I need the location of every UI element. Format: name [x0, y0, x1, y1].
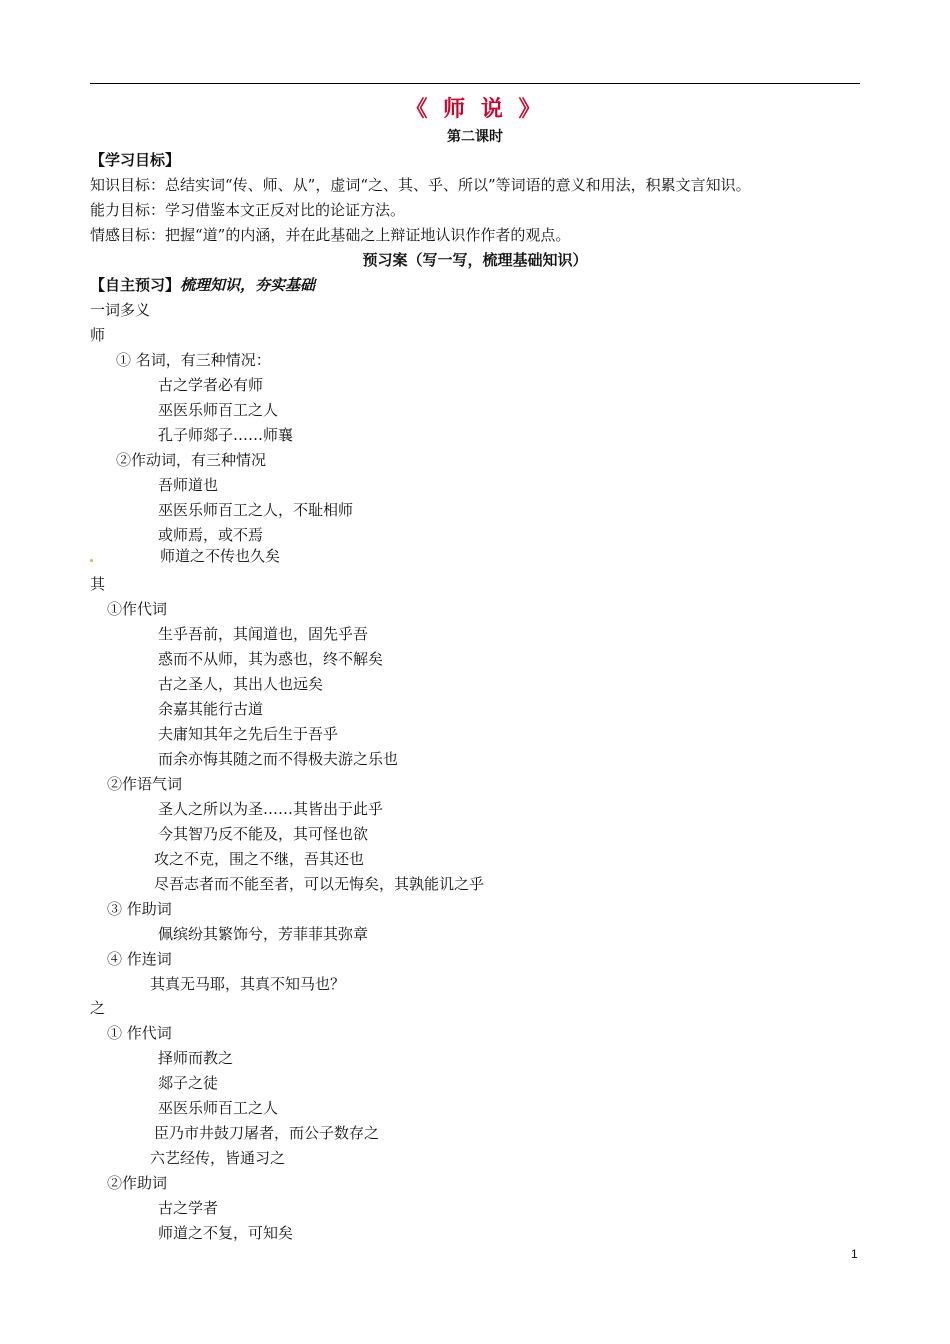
- shi-sense-1: ① 名词，有三种情况：: [116, 351, 271, 369]
- example-line: 或师焉，或不焉: [158, 526, 264, 544]
- example-line: 圣人之所以为圣……其皆出于此乎: [158, 800, 384, 818]
- qi-sense-1: ①作代词: [107, 600, 168, 618]
- example-line: 师道之不传也久矣: [160, 547, 281, 565]
- zhi-sense-2: ②作助词: [107, 1174, 168, 1192]
- example-line: 吾师道也: [158, 476, 219, 494]
- page-title: 《 师 说 》: [405, 97, 545, 122]
- preview-title: 预习案（写一写，梳理基础知识）: [362, 251, 588, 269]
- example-line: 巫医乐师百工之人，不耻相师: [158, 501, 354, 519]
- example-line: 巫医乐师百工之人: [158, 401, 279, 419]
- topic-label: 一词多义: [90, 301, 151, 319]
- example-line: 夫庸知其年之先后生于吾乎: [158, 725, 339, 743]
- example-line: 攻之不克，围之不继，吾其还也: [154, 850, 365, 868]
- example-line: 生乎吾前，其闻道也，固先乎吾: [158, 625, 369, 643]
- self-preview-heading: [90, 275, 315, 295]
- qi-sense-4: ④ 作连词: [107, 950, 172, 968]
- example-line: 佩缤纷其繁饰兮，芳菲菲其弥章: [158, 925, 369, 943]
- section-tag: 【自主预习】: [90, 276, 181, 294]
- top-rule: [90, 83, 860, 84]
- emotion-objective: 情感目标：把握“道”的内涵，并在此基础之上辩证地认识作作者的观点。: [90, 226, 571, 244]
- example-line: 尽吾志者而不能至者，可以无悔矣，其孰能讥之乎: [154, 875, 485, 893]
- example-line: 而余亦悔其随之而不得极夫游之乐也: [158, 750, 399, 768]
- example-line: 古之学者必有师: [158, 376, 264, 394]
- word-zhi: 之: [90, 999, 106, 1017]
- example-line: 孔子师郯子……师襄: [158, 426, 294, 444]
- example-line: 郯子之徒: [158, 1074, 219, 1092]
- example-line: 古之圣人，其出人也远矣: [158, 675, 324, 693]
- shi-sense-2: ②作动词，有三种情况: [116, 451, 267, 469]
- example-line: 今其智乃反不能及，其可怪也欲: [158, 825, 369, 843]
- example-line: 择师而教之: [158, 1049, 234, 1067]
- example-line: 巫医乐师百工之人: [158, 1099, 279, 1117]
- example-line: 惑而不从师，其为惑也，终不解矣: [158, 650, 384, 668]
- word-qi: 其: [90, 575, 106, 593]
- example-line: 其真无马耶，其真不知马也？: [150, 975, 346, 993]
- example-line: 师道之不复，可知矣: [158, 1224, 294, 1242]
- knowledge-objective: 知识目标：总结实词“传、师、从”，虚词“之、其、乎、所以”等词语的意义和用法，积累文言知识。: [90, 176, 751, 194]
- qi-sense-3: ③ 作助词: [107, 900, 172, 918]
- section-note: 梳理知识，夯实基础: [180, 276, 316, 294]
- zhi-sense-1: ① 作代词: [107, 1024, 172, 1042]
- lesson-subtitle: 第二课时: [447, 129, 503, 145]
- word-shi: 师: [90, 326, 106, 344]
- example-line: 六艺经传，皆通习之: [150, 1149, 286, 1167]
- example-line: 古之学者: [158, 1199, 219, 1217]
- stray-mark: [90, 559, 93, 562]
- ability-objective: 能力目标：学习借鉴本文正反对比的论证方法。: [90, 201, 406, 219]
- example-line: 余嘉其能行古道: [158, 700, 264, 718]
- page-number: 1: [851, 1247, 858, 1261]
- qi-sense-2: ②作语气词: [107, 775, 183, 793]
- example-line: 臣乃市井鼓刀屠者，而公子数存之: [154, 1124, 380, 1142]
- objectives-heading: 【学习目标】: [90, 151, 181, 169]
